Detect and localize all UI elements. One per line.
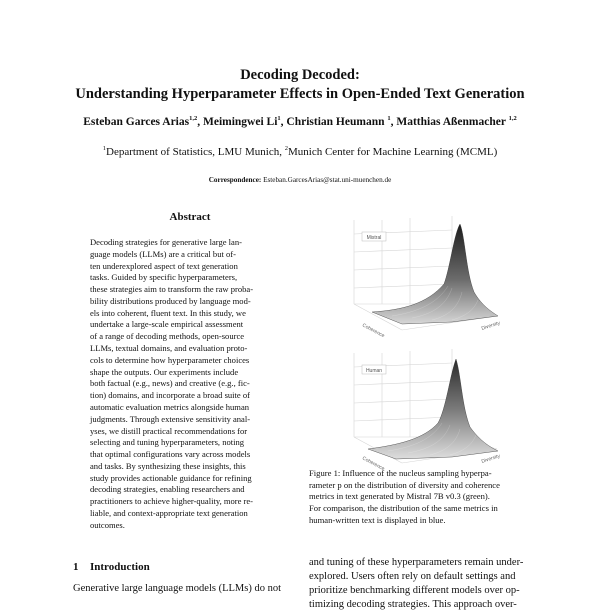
section-number: 1 bbox=[73, 561, 79, 573]
author-sup: 1,2 bbox=[189, 115, 198, 122]
intro-right-line: prioritize benchmarking different models over op- bbox=[309, 585, 520, 596]
abstract-line: and tasks. By synthesizing these insights, this bbox=[90, 460, 246, 471]
affil-text: Department of Statistics, LMU Munich, bbox=[106, 146, 285, 158]
affil-sup: 1 bbox=[102, 145, 106, 152]
abstract-line: that optimal configurations vary across models bbox=[90, 449, 251, 460]
abstract-line: decoding strategies, enabling researchers and bbox=[90, 484, 245, 495]
abstract-line: tasks. Guided by specific hyperparameters, bbox=[90, 272, 238, 283]
author-name: Esteban Garces Arias bbox=[83, 116, 190, 128]
abstract-line: judgments. Through extensive sensitivity anal- bbox=[90, 413, 251, 424]
intro-left-line: Generative large language models (LLMs) do not bbox=[73, 583, 281, 594]
abstract-line: LLMs, textual domains, and evaluation proto- bbox=[90, 343, 248, 354]
abstract-line: guage models (LLMs) are a critical but of- bbox=[90, 248, 236, 259]
author-name: Meimingwei Li bbox=[202, 116, 278, 128]
intro-right-line: timizing decoding strategies. This approach over- bbox=[309, 599, 517, 610]
section-heading-introduction bbox=[73, 561, 150, 573]
author-sep: , bbox=[197, 116, 203, 128]
abstract-line: outcomes. bbox=[90, 519, 125, 530]
abstract-line: ten underexplored aspect of text generation bbox=[90, 260, 238, 271]
affiliations bbox=[0, 145, 600, 158]
affil-sup: 2 bbox=[284, 145, 288, 152]
abstract-line: practitioners to achieve higher-quality, more re- bbox=[90, 496, 254, 507]
author-sep: , bbox=[390, 116, 397, 128]
abstract-line: cols to determine how hyperparameter choices bbox=[90, 354, 250, 365]
abstract-line: of a range of decoding methods, open-source bbox=[90, 331, 245, 342]
figure-top-panel bbox=[332, 212, 510, 340]
caption-line: Figure 1: Influence of the nucleus sampling hyperpa- bbox=[309, 468, 492, 478]
figure-caption bbox=[309, 468, 500, 527]
axis-label-y: Diversity bbox=[480, 320, 501, 332]
density-surface bbox=[372, 224, 498, 324]
author-list bbox=[0, 115, 600, 128]
axis-label-y: Diversity bbox=[480, 453, 501, 465]
abstract-line: both factual (e.g., news) and creative (e.g., fic- bbox=[90, 378, 250, 389]
abstract-heading: Abstract bbox=[169, 211, 211, 223]
legend-text: Mistral bbox=[366, 235, 382, 241]
legend-text: Human bbox=[365, 368, 383, 374]
abstract-line: study provides actionable guidance for refining bbox=[90, 472, 252, 483]
correspondence bbox=[0, 176, 600, 184]
abstract-line: undertake a large-scale empirical assessment bbox=[90, 319, 244, 330]
density-surface bbox=[365, 359, 498, 459]
author-sup: 1,2 bbox=[508, 115, 517, 122]
abstract-line: yses, we distill practical recommendations for bbox=[90, 425, 248, 436]
abstract-line: tion) domains, and incorporate a broad suite of bbox=[90, 390, 250, 401]
correspondence-label: Correspondence: bbox=[208, 176, 262, 184]
title-line-2: Understanding Hyperparameter Effects in Open-Ended Text Generation bbox=[75, 86, 525, 102]
axis-label-x: Coherence bbox=[361, 322, 386, 340]
correspondence-email[interactable]: Esteban.GarcesArias@stat.uni-muenchen.de bbox=[263, 176, 392, 184]
intro-right-line: explored. Users often rely on default settings and bbox=[309, 571, 516, 582]
author-name: Matthias Aßenmacher bbox=[396, 116, 509, 128]
abstract-line: these strategies aim to transform the raw proba- bbox=[90, 284, 254, 295]
abstract-line: els into coherent, fluent text. In this study, we bbox=[90, 307, 246, 318]
caption-line: For comparison, the distribution of the same metrics in bbox=[309, 503, 498, 514]
axis-label-x: Coherence bbox=[361, 455, 386, 473]
abstract-body bbox=[90, 237, 253, 532]
abstract-line: shape the outputs. Our experiments include bbox=[90, 366, 239, 377]
author-name: Christian Heumann bbox=[286, 116, 388, 128]
title-line-1: Decoding Decoded: bbox=[240, 67, 360, 83]
abstract-line: liable, and context-appropriate text generation bbox=[90, 507, 248, 518]
intro-right-column bbox=[309, 556, 523, 612]
intro-right-line: and tuning of these hyperparameters remain under- bbox=[309, 557, 524, 568]
figure-bottom-panel bbox=[332, 345, 510, 473]
caption-line: metrics in text generated by Mistral 7B v0.3 (green). bbox=[309, 491, 490, 502]
affil-text: Munich Center for Machine Learning (MCML) bbox=[287, 146, 498, 158]
abstract-line: selecting and tuning hyperparameters, noting bbox=[90, 437, 245, 448]
section-title: Introduction bbox=[90, 561, 150, 573]
abstract-line: automatic evaluation metrics alongside human bbox=[90, 401, 250, 412]
abstract-line: bility distributions produced by language mod- bbox=[90, 295, 251, 306]
author-sup: 1 bbox=[387, 115, 391, 122]
abstract-line: Decoding strategies for generative large lan- bbox=[90, 237, 242, 247]
caption-line: human-written text is displayed in blue. bbox=[309, 514, 446, 525]
paper-title bbox=[0, 66, 600, 104]
author-sup: 1 bbox=[277, 115, 281, 122]
author-sep: , bbox=[280, 116, 287, 128]
caption-line: rameter p on the distribution of diversity and coherence bbox=[309, 479, 500, 490]
